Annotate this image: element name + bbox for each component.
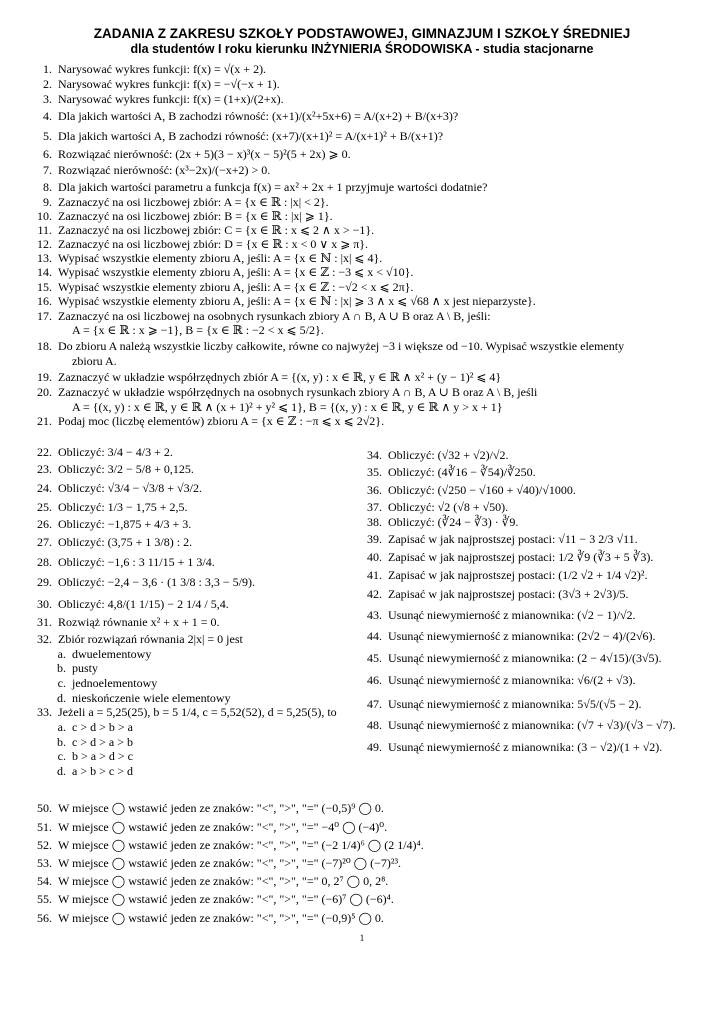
exercise-item: [28, 223, 374, 237]
exercise-number: 49.: [367, 740, 382, 754]
exercise-text: Podaj moc (liczbę elementów) zbioru A = {x ∈ ℤ : −π ⩽ x ⩽ 2√2}.: [58, 414, 385, 428]
exercise-number: 33.: [37, 705, 52, 719]
exercise-item: [358, 651, 662, 665]
exercise-text: Obliczyć: √3/4 − √3/8 + √3/2.: [58, 481, 202, 495]
exercise-number: 34.: [367, 448, 382, 462]
exercise-item: [28, 237, 368, 251]
exercise-item: [28, 838, 424, 852]
exercise-number: 5.: [43, 129, 52, 143]
exercise-text: Obliczyć: (√32 + √2)/√2.: [388, 448, 509, 462]
exercise-item: [28, 209, 333, 223]
exercise-item: [358, 697, 642, 711]
page-number: 1: [359, 933, 365, 943]
exercise-number: 21.: [37, 414, 52, 428]
exercise-number: 23.: [37, 462, 52, 476]
exercise-item: [28, 265, 413, 279]
exercise-text: jednoelementowy: [72, 676, 158, 690]
exercise-text: Wypisać wszystkie elementy zbioru A, jeśli: A = {x ∈ ℤ : −3 ⩽ x < √10}.: [58, 265, 414, 279]
exercise-text: Usunąć niewymierność z mianownika: (2√2 − 4)/(2√6).: [388, 629, 656, 643]
exercise-item: [28, 92, 284, 106]
exercise-number: 50.: [37, 801, 52, 815]
exercise-number: 35.: [367, 465, 382, 479]
exercise-item: [28, 481, 202, 495]
exercise-number: d.: [57, 764, 66, 778]
exercise-text: Narysować wykres funkcji: f(x) = √(x + 2).: [58, 62, 267, 76]
exercise-number: 53.: [37, 856, 52, 870]
exercise-item: [54, 735, 133, 749]
exercise-number: 40.: [367, 550, 382, 564]
exercise-number: 26.: [37, 517, 52, 531]
exercise-number: 16.: [37, 294, 52, 308]
exercise-text: W miejsce ◯ wstawić jeden ze znaków: "<", ">", "=" (−7)²⁰ ◯ (−7)²³.: [58, 856, 402, 870]
exercise-item: [358, 515, 518, 529]
exercise-number: 10.: [37, 209, 52, 223]
exercise-text: Usunąć niewymierność z mianownika: (2 − 4√15)/(3√5).: [388, 651, 662, 665]
exercise-number: 48.: [367, 718, 382, 732]
exercise-item: [54, 691, 231, 705]
exercise-text: Zaznaczyć na osi liczbowej na osobnych rysunkach zbiory A ∩ B, A ∪ B oraz A \ B, jeśli:: [58, 309, 491, 323]
exercise-text: Obliczyć: (√250 − √160 + √40)/√1000.: [388, 483, 576, 497]
exercise-number: a.: [57, 720, 66, 734]
exercise-item: [358, 465, 536, 479]
exercise-text: Wypisać wszystkie elementy zbioru A, jeśli: A = {x ∈ ℤ : −√2 < x ⩽ 2π}.: [58, 280, 414, 294]
exercise-number: 44.: [367, 629, 382, 643]
exercise-number: 18.: [37, 339, 52, 353]
exercise-item: [28, 535, 192, 549]
exercise-text: nieskończenie wiele elementowy: [72, 691, 231, 705]
exercise-item: [28, 370, 501, 384]
exercise-number: b.: [57, 661, 66, 675]
exercise-item: [358, 608, 636, 622]
exercise-item: [28, 462, 194, 476]
exercise-number: 19.: [37, 370, 52, 384]
exercise-item: [54, 720, 133, 734]
exercise-text: Rozwiązać nierówność: (x³−2x)/(−x+2) > 0.: [58, 163, 271, 177]
exercise-item: [358, 718, 675, 732]
exercise-number: 28.: [37, 555, 52, 569]
exercise-item: [28, 517, 191, 531]
exercise-item: [28, 62, 266, 76]
exercise-number: 36.: [367, 483, 382, 497]
exercise-number: c.: [57, 749, 66, 763]
exercise-text: Zapisać w jak najprostszej postaci: (1/2 √2 + 1/4 √2)².: [388, 568, 648, 582]
exercise-text: Usunąć niewymierność z mianownika: 5√5/(√5 − 2).: [388, 697, 642, 711]
exercise-number: 20.: [37, 385, 52, 399]
exercise-number: 4.: [43, 109, 52, 123]
exercise-number: 8.: [43, 180, 52, 194]
exercise-text: Narysować wykres funkcji: f(x) = (1+x)/(2+x).: [58, 92, 284, 106]
exercise-item: [28, 615, 220, 629]
exercise-item: [28, 801, 384, 815]
exercise-item: [358, 629, 656, 643]
exercise-number: 14.: [37, 265, 52, 279]
document-title: ZADANIA Z ZAKRESU SZKOŁY PODSTAWOWEJ, GIMNAZJUM I SZKOŁY ŚREDNIEJ: [93, 26, 631, 41]
exercise-item: [28, 147, 351, 161]
exercise-text: c > d > b > a: [72, 720, 133, 734]
exercise-item: [28, 856, 401, 870]
exercise-item: [358, 673, 636, 687]
exercise-number: 55.: [37, 892, 52, 906]
exercise-text: pusty: [72, 661, 99, 675]
exercise-item: [28, 77, 280, 91]
exercise-item: [358, 550, 653, 564]
exercise-item: [28, 354, 117, 368]
exercise-text: W miejsce ◯ wstawić jeden ze znaków: "<", ">", "=" −4⁰ ◯ (−4)⁰.: [58, 820, 388, 834]
exercise-number: 13.: [37, 251, 52, 265]
exercise-item: [28, 400, 503, 414]
exercise-number: 39.: [367, 532, 382, 546]
exercise-number: 45.: [367, 651, 382, 665]
exercise-number: 9.: [43, 195, 52, 209]
exercise-number: b.: [57, 735, 66, 749]
exercise-number: 52.: [37, 838, 52, 852]
exercise-text: A = {x ∈ ℝ : x ⩾ −1}, B = {x ∈ ℝ : −2 < x ⩽ 5/2}.: [72, 323, 324, 337]
exercise-text: Obliczyć: −1,6 : 3 11/15 + 1 3/4.: [58, 555, 215, 569]
exercise-text: Zaznaczyć na osi liczbowej zbiór: B = {x ∈ ℝ : |x| ⩾ 1}.: [58, 209, 333, 223]
exercise-text: Rozwiązać nierówność: (2x + 5)(3 − x)³(x − 5)²(5 + 2x) ⩾ 0.: [58, 147, 351, 161]
exercise-number: 31.: [37, 615, 52, 629]
exercise-text: Wypisać wszystkie elementy zbioru A, jeśli: A = {x ∈ ℕ : |x| ⩾ 3 ∧ x ⩽ √68 ∧ x jest nieparzyste}.: [58, 294, 536, 308]
exercise-text: A = {(x, y) : x ∈ ℝ, y ∈ ℝ ∧ (x + 1)² + y² ⩽ 1}, B = {(x, y) : x ∈ ℝ, y ∈ ℝ ∧ y > x + 1}: [72, 400, 503, 414]
exercise-number: 1.: [43, 62, 52, 76]
exercise-item: [28, 705, 337, 719]
exercise-text: Zapisać w jak najprostszej postaci: √11 − 3 2/3 √11.: [388, 532, 638, 546]
exercise-number: 46.: [367, 673, 382, 687]
exercise-item: [54, 661, 98, 675]
exercise-number: 22.: [37, 445, 52, 459]
exercise-number: a.: [57, 647, 66, 661]
exercise-text: W miejsce ◯ wstawić jeden ze znaków: "<", ">", "=" (−6)⁷ ◯ (−6)⁴.: [58, 892, 394, 906]
exercise-item: [28, 195, 329, 209]
exercise-text: Dla jakich wartości A, B zachodzi równość: (x+1)/(x²+5x+6) = A/(x+2) + B/(x+3)?: [58, 109, 459, 123]
exercise-item: [54, 676, 157, 690]
exercise-item: [28, 109, 458, 123]
exercise-item: [358, 740, 662, 754]
exercise-item: [358, 532, 638, 546]
exercise-number: 11.: [37, 223, 52, 237]
exercise-item: [28, 163, 270, 177]
exercise-text: Narysować wykres funkcji: f(x) = −√(−x + 1).: [58, 77, 280, 91]
exercise-text: Usunąć niewymierność z mianownika: (√2 − 1)/√2.: [388, 608, 636, 622]
exercise-number: 3.: [43, 92, 52, 106]
exercise-number: 24.: [37, 481, 52, 495]
exercise-item: [28, 323, 324, 337]
exercise-text: Dla jakich wartości parametru a funkcja f(x) = ax² + 2x + 1 przyjmuje wartości dodatnie?: [58, 180, 488, 194]
exercise-number: 15.: [37, 280, 52, 294]
exercise-item: [28, 445, 173, 459]
exercise-number: c.: [57, 676, 66, 690]
exercise-text: Zaznaczyć na osi liczbowej zbiór: C = {x ∈ ℝ : x ⩽ 2 ∧ x > −1}.: [58, 223, 375, 237]
exercise-number: 17.: [37, 309, 52, 323]
exercise-item: [358, 568, 647, 582]
exercise-number: 6.: [43, 147, 52, 161]
exercise-number: 42.: [367, 587, 382, 601]
exercise-item: [28, 632, 243, 646]
exercise-item: [54, 764, 133, 778]
exercise-text: W miejsce ◯ wstawić jeden ze znaków: "<", ">", "=" 0, 2⁷ ◯ 0, 2⁸.: [58, 874, 389, 888]
exercise-number: 2.: [43, 77, 52, 91]
exercise-number: 30.: [37, 597, 52, 611]
exercise-text: Wypisać wszystkie elementy zbioru A, jeśli: A = {x ∈ ℕ : |x| ⩽ 4}.: [58, 251, 383, 265]
exercise-text: Zapisać w jak najprostszej postaci: 1/2 ∛9 (∛3 + 5 ∛3).: [388, 550, 654, 564]
exercise-text: b > a > d > c: [72, 749, 133, 763]
exercise-number: 32.: [37, 632, 52, 646]
exercise-number: 47.: [367, 697, 382, 711]
exercise-number: 7.: [43, 163, 52, 177]
exercise-text: Obliczyć: √2 (√8 + √50).: [388, 500, 509, 514]
exercise-text: W miejsce ◯ wstawić jeden ze znaków: "<", ">", "=" (−0,9)⁵ ◯ 0.: [58, 911, 384, 925]
exercise-number: 27.: [37, 535, 52, 549]
exercise-item: [28, 294, 536, 308]
exercise-text: Obliczyć: −1,875 + 4/3 + 3.: [58, 517, 192, 531]
exercise-number: 43.: [367, 608, 382, 622]
exercise-text: Jeżeli a = 5,25(25), b = 5 1/4, c = 5,52(52), d = 5,25(5), to: [58, 705, 337, 719]
exercise-number: 56.: [37, 911, 52, 925]
exercise-number: 25.: [37, 500, 52, 514]
exercise-item: [28, 555, 215, 569]
exercise-text: W miejsce ◯ wstawić jeden ze znaków: "<", ">", "=" (−2 1/4)⁶ ◯ (2 1/4)⁴.: [58, 838, 424, 852]
exercise-item: [28, 597, 229, 611]
exercise-item: [358, 448, 509, 462]
exercise-text: Obliczyć: 4,8/(1 1/15) − 2 1/4 / 5,4.: [58, 597, 229, 611]
exercise-item: [358, 483, 576, 497]
exercise-text: a > b > c > d: [72, 764, 133, 778]
exercise-item: [28, 892, 394, 906]
exercise-item: [28, 129, 443, 143]
exercise-text: Obliczyć: 3/2 − 5/8 + 0,125.: [58, 462, 194, 476]
exercise-number: 12.: [37, 237, 52, 251]
exercise-text: Rozwiąż równanie x² + x + 1 = 0.: [58, 615, 220, 629]
exercise-item: [358, 587, 629, 601]
exercise-item: [28, 280, 413, 294]
exercise-number: d.: [57, 691, 66, 705]
exercise-item: [28, 414, 384, 428]
exercise-text: Usunąć niewymierność z mianownika: √6/(2 + √3).: [388, 673, 636, 687]
exercise-number: 54.: [37, 874, 52, 888]
exercise-item: [28, 911, 384, 925]
exercise-text: c > d > a > b: [72, 735, 133, 749]
exercise-item: [28, 251, 382, 265]
exercise-item: [28, 309, 491, 323]
exercise-text: Usunąć niewymierność z mianownika: (√7 + √3)/(√3 − √7).: [388, 718, 676, 732]
exercise-text: zbioru A.: [72, 354, 117, 368]
exercise-text: W miejsce ◯ wstawić jeden ze znaków: "<", ">", "=" (−0,5)⁹ ◯ 0.: [58, 801, 384, 815]
exercise-text: Zbiór rozwiązań równania 2|x| = 0 jest: [58, 632, 243, 646]
exercise-text: Obliczyć: 1/3 − 1,75 + 2,5.: [58, 500, 188, 514]
document-subtitle: dla studentów I roku kierunku INŻYNIERIA ŚRODOWISKA - studia stacjonarne: [130, 42, 594, 56]
exercise-item: [28, 500, 188, 514]
exercise-item: [54, 749, 133, 763]
exercise-item: [28, 820, 387, 834]
exercise-item: [28, 180, 487, 194]
exercise-text: Do zbioru A należą wszystkie liczby całkowite, równe co najwyżej −3 i większe od −10. Wypisać wszystkie elementy: [58, 339, 625, 353]
exercise-number: 51.: [37, 820, 52, 834]
exercise-text: Zapisać w jak najprostszej postaci: (3√3 + 2√3)/5.: [388, 587, 629, 601]
exercise-item: [28, 385, 537, 399]
exercise-item: [28, 339, 624, 353]
exercise-number: 38.: [367, 515, 382, 529]
exercise-text: Usunąć niewymierność z mianownika: (3 − √2)/(1 + √2).: [388, 740, 663, 754]
exercise-item: [358, 500, 508, 514]
exercise-text: Obliczyć: (4∛16 − ∛54)/∛250.: [388, 465, 536, 479]
exercise-text: Obliczyć: (3,75 + 1 3/8) : 2.: [58, 535, 193, 549]
exercise-item: [28, 575, 255, 589]
exercise-number: 29.: [37, 575, 52, 589]
exercise-text: dwuelementowy: [72, 647, 152, 661]
exercise-item: [54, 647, 151, 661]
exercise-text: Obliczyć: 3/4 − 4/3 + 2.: [58, 445, 173, 459]
exercise-text: Obliczyć: (∛24 − ∛3) · ∛9.: [388, 515, 519, 529]
exercise-text: Zaznaczyć na osi liczbowej zbiór: D = {x ∈ ℝ : x < 0 ∨ x ⩾ π}.: [58, 237, 369, 251]
exercise-text: Zaznaczyć w układzie współrzędnych na osobnych rysunkach zbiory A ∩ B, A ∪ B oraz A \ B, jeśli: [58, 385, 538, 399]
exercise-text: Zaznaczyć w układzie współrzędnych zbiór A = {(x, y) : x ∈ ℝ, y ∈ ℝ ∧ x² + (y − 1)² ⩽ 4}: [58, 370, 502, 384]
exercise-text: Dla jakich wartości A, B zachodzi równość: (x+7)/(x+1)² = A/(x+1)² + B/(x+1)?: [58, 129, 444, 143]
exercise-number: 37.: [367, 500, 382, 514]
exercise-text: Obliczyć: −2,4 − 3,6 · (1 3/8 : 3,3 − 5/9).: [58, 575, 255, 589]
exercise-item: [28, 874, 388, 888]
exercise-number: 41.: [367, 568, 382, 582]
exercise-text: Zaznaczyć na osi liczbowej zbiór: A = {x ∈ ℝ : |x| < 2}.: [58, 195, 329, 209]
